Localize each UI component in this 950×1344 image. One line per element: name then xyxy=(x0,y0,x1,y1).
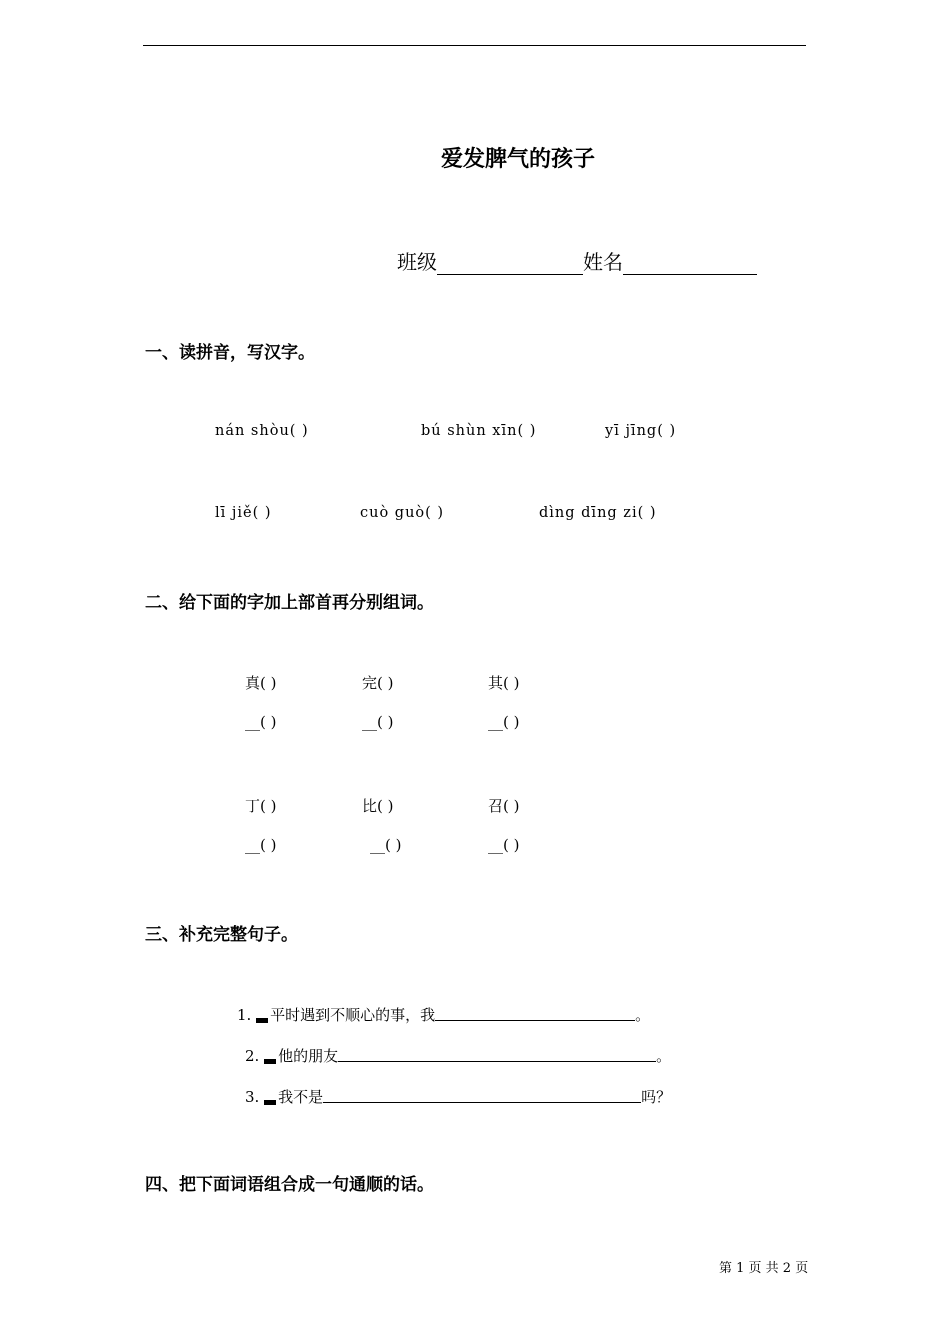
radical-char[interactable]: 完( ) xyxy=(362,674,394,692)
radical-char[interactable]: 丁( ) xyxy=(245,797,277,815)
sentence-item xyxy=(237,1004,650,1025)
bullet-mark-icon xyxy=(256,1018,268,1023)
sentence-blank[interactable] xyxy=(338,1047,656,1062)
name-label: 姓名 xyxy=(583,250,623,274)
sentence-item xyxy=(245,1086,671,1107)
sentence-prefix: 平时遇到不顺心的事，我 xyxy=(270,1006,436,1024)
radical-blank[interactable]: __( ) xyxy=(245,836,277,854)
radical-char[interactable]: 比( ) xyxy=(362,797,394,815)
name-blank[interactable] xyxy=(623,254,757,275)
sentence-number: 2. xyxy=(245,1047,260,1065)
page-title: 爱发脾气的孩子 xyxy=(440,147,595,172)
section-2-heading: 二、给下面的字加上部首再分别组词。 xyxy=(145,593,434,613)
radical-char[interactable]: 其( ) xyxy=(488,674,520,692)
radical-blank[interactable]: __( ) xyxy=(488,836,520,854)
radical-blank[interactable]: __( ) xyxy=(370,836,402,854)
pinyin-item[interactable]: lī jiě( ) xyxy=(215,505,272,521)
section-3-heading: 三、补充完整句子。 xyxy=(145,925,298,945)
section-1-heading: 一、读拼音，写汉字。 xyxy=(145,343,315,363)
student-info xyxy=(397,246,757,275)
header-rule xyxy=(143,45,806,46)
pinyin-item[interactable]: nán shòu( ) xyxy=(215,423,309,439)
pinyin-item[interactable]: dìng dīng zi( ) xyxy=(539,505,657,521)
sentence-blank[interactable] xyxy=(323,1088,641,1103)
sentence-prefix: 我不是 xyxy=(278,1088,324,1106)
radical-blank[interactable]: __( ) xyxy=(488,713,520,731)
sentence-prefix: 他的朋友 xyxy=(278,1047,339,1065)
bullet-mark-icon xyxy=(264,1059,276,1064)
sentence-suffix: 。 xyxy=(635,1006,651,1024)
pinyin-item[interactable]: yī jīng( ) xyxy=(605,423,677,439)
class-label: 班级 xyxy=(397,250,437,274)
pinyin-item[interactable]: cuò guò( ) xyxy=(360,505,445,521)
sentence-blank[interactable] xyxy=(435,1006,635,1021)
bullet-mark-icon xyxy=(264,1100,276,1105)
sentence-item xyxy=(245,1045,671,1066)
radical-char[interactable]: 召( ) xyxy=(488,797,520,815)
sentence-number: 3. xyxy=(245,1088,260,1106)
section-4-heading: 四、把下面词语组合成一句通顺的话。 xyxy=(145,1175,434,1195)
page-footer: 第 1 页 共 2 页 xyxy=(719,1261,809,1276)
radical-blank[interactable]: __( ) xyxy=(245,713,277,731)
radical-blank[interactable]: __( ) xyxy=(362,713,394,731)
pinyin-item[interactable]: bú shùn xīn( ) xyxy=(421,423,537,439)
sentence-number: 1. xyxy=(237,1006,252,1024)
radical-char[interactable]: 真( ) xyxy=(245,674,277,692)
sentence-suffix: 吗？ xyxy=(641,1088,672,1106)
class-blank[interactable] xyxy=(437,254,583,275)
sentence-suffix: 。 xyxy=(656,1047,672,1065)
